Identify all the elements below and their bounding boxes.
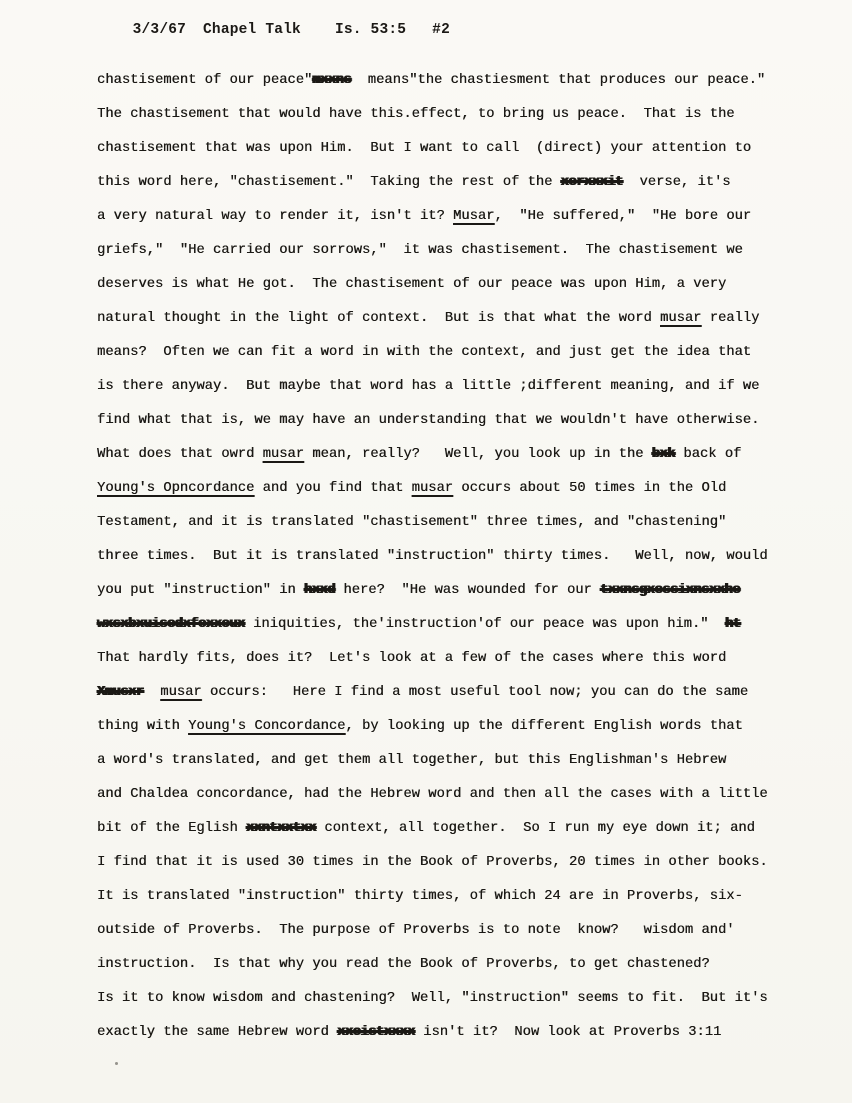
overstruck-text: bxk	[651, 447, 676, 462]
text-line	[97, 166, 797, 200]
text-segment: The chastisement that would have this.effect, to bring us peace. That is the	[97, 107, 735, 122]
text-segment: Is it to know wisdom and chastening? Well, "instruction" seems to fit. But it's	[97, 991, 768, 1006]
text-segment: bit of the Eglish	[97, 821, 247, 836]
text-line	[97, 506, 797, 540]
overstruck-text: Xmusxr	[97, 685, 144, 700]
text-segment: and you find that	[254, 481, 412, 496]
text-segment: Testament, and it is translated "chastisement" three times, and "chastening"	[97, 515, 727, 530]
text-line	[97, 540, 797, 574]
page-header	[97, 6, 450, 54]
text-segment: exactly the same Hebrew word	[97, 1025, 338, 1040]
text-segment: I find that it is used 30 times in the Book of Proverbs, 20 times in other books.	[97, 855, 768, 870]
overstruck-text: txxnsgxessixnsxxhe	[600, 583, 741, 598]
header-scripture-reference: Is. 53:5	[334, 22, 407, 38]
text-line	[97, 710, 797, 744]
text-segment	[144, 685, 161, 700]
text-segment: mean, really? Well, you look up in the	[304, 447, 652, 462]
header-page-number: #2	[432, 22, 450, 38]
header-title: Chapel Talk	[203, 22, 301, 38]
text-line	[97, 948, 797, 982]
text-segment: chastisement of our peace"	[97, 73, 313, 88]
text-segment: means"the chastiesment that produces our peace."	[351, 73, 766, 88]
overstruck-text: ht	[725, 617, 741, 632]
text-line	[97, 1016, 797, 1050]
text-segment: instruction. Is that why you read the Book of Proverbs, to get chastened?	[97, 957, 710, 972]
underlined-text: Musar	[453, 209, 495, 224]
text-segment: means? Often we can fit a word in with the context, and just get the idea that	[97, 345, 752, 360]
text-segment: back of	[675, 447, 742, 462]
overstruck-text: hxxd	[304, 583, 336, 598]
text-line	[97, 234, 797, 268]
text-line	[97, 982, 797, 1016]
text-line	[97, 472, 797, 506]
text-line	[97, 64, 797, 98]
overstruck-text: xxntxxtxx	[246, 821, 317, 836]
overstruck-text: mxxns	[312, 73, 352, 88]
overstruck-text: wxsxbxuisedxfoxxoux	[97, 617, 245, 632]
scan-speck	[115, 1062, 118, 1065]
text-segment: chastisement that was upon Him. But I want to call (direct) your attention to	[97, 141, 752, 156]
text-segment: iniquities, the'instruction'of our peace was upon him."	[244, 617, 726, 632]
text-segment: is there anyway. But maybe that word has a little ;different meaning, and if we	[97, 379, 760, 394]
text-line	[97, 744, 797, 778]
text-segment: occurs about 50 times in the Old	[453, 481, 727, 496]
text-line	[97, 438, 797, 472]
text-line	[97, 608, 797, 642]
underlined-text: musar	[262, 447, 304, 462]
text-line	[97, 302, 797, 336]
text-segment: outside of Proverbs. The purpose of Proverbs is to note know? wisdom and'	[97, 923, 735, 938]
text-segment: a very natural way to render it, isn't it?	[97, 209, 454, 224]
text-line	[97, 812, 797, 846]
text-segment: deserves is what He got. The chastisement of our peace was upon Him, a very	[97, 277, 727, 292]
text-line	[97, 642, 797, 676]
text-line	[97, 778, 797, 812]
text-segment: That hardly fits, does it? Let's look at a few of the cases where this word	[97, 651, 727, 666]
text-segment: What does that owrd	[97, 447, 263, 462]
underlined-text: musar	[160, 685, 202, 700]
text-segment: occurs: Here I find a most useful tool now; you can do the same	[201, 685, 749, 700]
text-line	[97, 268, 797, 302]
overstruck-text: xxcistxxxx	[337, 1025, 415, 1040]
text-segment: here? "He was wounded for our	[335, 583, 601, 598]
text-line	[97, 336, 797, 370]
text-line	[97, 676, 797, 710]
text-segment: really	[701, 311, 760, 326]
text-line	[97, 404, 797, 438]
text-segment: griefs," "He carried our sorrows," it was chastisement. The chastisement we	[97, 243, 743, 258]
text-segment: a word's translated, and get them all together, but this Englishman's Hebrew	[97, 753, 727, 768]
overstruck-text: xerxxxit	[560, 175, 623, 190]
underlined-text: musar	[660, 311, 702, 326]
underlined-text: musar	[411, 481, 454, 496]
text-segment: thing with	[97, 719, 189, 734]
text-segment: find what that is, we may have an understanding that we wouldn't have otherwise.	[97, 413, 760, 428]
text-segment: context, all together. So I run my eye down it; and	[316, 821, 755, 836]
text-line	[97, 98, 797, 132]
text-segment: , by looking up the different English words that	[345, 719, 743, 734]
underlined-text: Young's Opncordance	[97, 481, 255, 496]
text-segment: three times. But it is translated "instruction" thirty times. Well, now, would	[97, 549, 768, 564]
text-line	[97, 132, 797, 166]
underlined-text: Young's Concordance	[188, 719, 346, 734]
text-segment: verse, it's	[622, 175, 731, 190]
text-segment: , "He suffered," "He bore our	[494, 209, 752, 224]
header-date: 3/3/67	[132, 22, 187, 38]
text-line	[97, 200, 797, 234]
text-segment: natural thought in the light of context. But is that what the word	[97, 311, 661, 326]
text-line	[97, 574, 797, 608]
text-segment: you put "instruction" in	[97, 583, 304, 598]
text-segment: this word here, "chastisement." Taking the rest of the	[97, 175, 561, 190]
text-segment: isn't it? Now look at Proverbs 3:11	[414, 1025, 722, 1040]
text-line	[97, 914, 797, 948]
text-segment: It is translated "instruction" thirty times, of which 24 are in Proverbs, six-	[97, 889, 743, 904]
text-line	[97, 846, 797, 880]
text-line	[97, 880, 797, 914]
document-body	[97, 64, 797, 1050]
text-segment: and Chaldea concordance, had the Hebrew word and then all the cases with a little	[97, 787, 768, 802]
text-line	[97, 370, 797, 404]
